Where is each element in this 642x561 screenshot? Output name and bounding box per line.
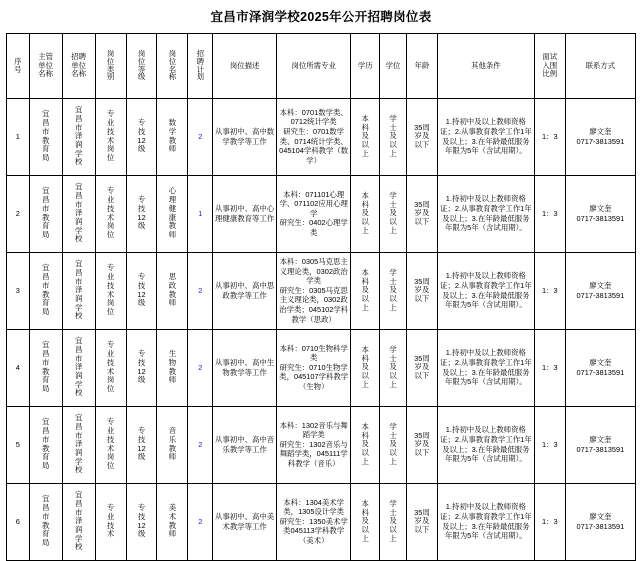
cell-desc: 从事初中、高中音乐教学等工作 (213, 406, 277, 483)
cell-degree: 学士及以上 (380, 483, 407, 560)
table-row (7, 252, 636, 329)
cell-unit: 宜昌市教育局 (29, 98, 62, 175)
cell-age: 35周岁及以下 (406, 406, 437, 483)
header-age (406, 33, 437, 98)
header-school-label: 招聘单位名称 (71, 52, 87, 78)
header-degree-label: 学位 (385, 60, 401, 70)
cell-post-level: 专技12级 (126, 483, 157, 560)
contact-name: 廖文奎 (589, 127, 612, 136)
header-post-level (126, 33, 157, 98)
cell-major: 本科：0710生物科学类 研究生：0710生物学类，045107学科教学（生物） (277, 329, 351, 406)
contact-phone: 0717-3813591 (576, 290, 625, 300)
cell-no: 4 (7, 329, 30, 406)
cell-post-type: 专业技术岗位 (95, 329, 126, 406)
cell-degree: 学士及以上 (380, 252, 407, 329)
cell-school: 宜昌市泽润学校 (62, 175, 95, 252)
cell-school: 宜昌市泽润学校 (62, 252, 95, 329)
cell-desc: 从事初中、高中思政教学等工作 (213, 252, 277, 329)
cell-plan: 2 (188, 483, 213, 560)
cell-plan: 2 (188, 252, 213, 329)
header-plan (188, 33, 213, 98)
cell-ratio: 1：3 (534, 406, 565, 483)
contact-name: 廖文奎 (589, 435, 612, 444)
cell-post-level: 专技12级 (126, 252, 157, 329)
cell-ratio: 1：3 (534, 329, 565, 406)
cell-education: 本科及以上 (351, 483, 380, 560)
cell-ratio: 1：3 (534, 98, 565, 175)
page-title: 宜昌市泽润学校2025年公开招聘岗位表 (210, 10, 432, 24)
cell-no: 3 (7, 252, 30, 329)
cell-unit: 宜昌市教育局 (29, 406, 62, 483)
cell-contact (565, 252, 635, 329)
cell-desc: 从事初中、高中数学教学等工作 (213, 98, 277, 175)
cell-desc: 从事初中、高中美术教学等工作 (213, 483, 277, 560)
cell-other: 1.持初中及以上教师资格证；2.从事教育教学工作1年及以上；3.在年龄最低服务年限为5年（含试用期）。 (437, 329, 534, 406)
table-row (7, 98, 636, 175)
header-no-label: 序号 (14, 56, 22, 74)
header-desc-label: 岗位描述 (229, 60, 260, 70)
cell-other: 1.持初中及以上教师资格证；2.从事教育教学工作1年及以上；3.在年龄最低服务年限为5年（含试用期）。 (437, 175, 534, 252)
header-post-type (95, 33, 126, 98)
cell-no: 1 (7, 98, 30, 175)
cell-post-type: 专业技术岗位 (95, 98, 126, 175)
cell-other: 1.持初中及以上教师资格证；2.从事教育教学工作1年及以上；3.在年龄最低服务年限为5年（含试用期）。 (437, 483, 534, 560)
cell-unit: 宜昌市教育局 (29, 329, 62, 406)
cell-other: 1.持初中及以上教师资格证；2.从事教育教学工作1年及以上；3.在年龄最低服务年限为5年（含试用期）。 (437, 98, 534, 175)
cell-post-type: 专业技术岗位 (95, 406, 126, 483)
cell-desc: 从事初中、高中生物教学等工作 (213, 329, 277, 406)
header-unit-label: 主管单位名称 (38, 52, 54, 78)
contact-phone: 0717-3813591 (576, 213, 625, 223)
cell-education: 本科及以上 (351, 406, 380, 483)
cell-school: 宜昌市泽润学校 (62, 98, 95, 175)
cell-degree: 学士及以上 (380, 98, 407, 175)
header-post-name (157, 33, 188, 98)
contact-name: 廖文奎 (589, 358, 612, 367)
table-header-row (7, 33, 636, 98)
cell-plan: 2 (188, 406, 213, 483)
header-contact (565, 33, 635, 98)
cell-other: 1.持初中及以上教师资格证；2.从事教育教学工作1年及以上；3.在年龄最低服务年限为5年（含试用期）。 (437, 406, 534, 483)
cell-school: 宜昌市泽润学校 (62, 329, 95, 406)
cell-education: 本科及以上 (351, 252, 380, 329)
contact-phone: 0717-3813591 (576, 444, 625, 454)
cell-degree: 学士及以上 (380, 406, 407, 483)
cell-post-type: 专业技术岗位 (95, 252, 126, 329)
header-school (62, 33, 95, 98)
cell-post-level: 专技12级 (126, 329, 157, 406)
cell-post-name: 数学教师 (157, 98, 188, 175)
cell-major: 本科：0701数学类、0712统计学类 研究生：0701数学类、0714统计学类、045104学科教学（数学） (277, 98, 351, 175)
header-no (7, 33, 30, 98)
cell-major: 本科：0305马克思主义理论类，0302政治学类 研究生：0305马克思主义理论类，0302政治学类；045102学科教学（思政） (277, 252, 351, 329)
cell-post-type: 专业技术岗位 (95, 175, 126, 252)
cell-post-level: 专技12级 (126, 175, 157, 252)
header-unit (29, 33, 62, 98)
cell-post-type: 专业技术 (95, 483, 126, 560)
cell-post-level: 专技12级 (126, 98, 157, 175)
cell-degree: 学士及以上 (380, 329, 407, 406)
table-row (7, 406, 636, 483)
contact-name: 廖文奎 (589, 204, 612, 213)
header-ratio-label: 面试入围比例 (542, 52, 558, 78)
cell-contact (565, 175, 635, 252)
header-plan-label: 招聘计划 (196, 49, 204, 82)
cell-plan: 2 (188, 329, 213, 406)
cell-education: 本科及以上 (351, 329, 380, 406)
cell-contact (565, 406, 635, 483)
table-row (7, 175, 636, 252)
header-education-label: 学历 (357, 60, 373, 70)
cell-no: 6 (7, 483, 30, 560)
header-other-label: 其他条件 (471, 60, 501, 70)
table-body (7, 98, 636, 560)
header-education (351, 33, 380, 98)
contact-phone: 0717-3813591 (576, 367, 625, 377)
cell-desc: 从事初中、高中心理健康教育等工作 (213, 175, 277, 252)
cell-school: 宜昌市泽润学校 (62, 483, 95, 560)
header-post-name-label: 岗位名称 (168, 49, 177, 82)
cell-contact (565, 98, 635, 175)
cell-other: 1.持初中及以上教师资格证；2.从事教育教学工作1年及以上；3.在年龄最低服务年限为5年（含试用期）。 (437, 252, 534, 329)
header-post-level-label: 岗位等级 (137, 49, 146, 82)
cell-age: 35周岁及以下 (406, 483, 437, 560)
cell-unit: 宜昌市教育局 (29, 252, 62, 329)
cell-major: 本科：1302音乐与舞蹈学类 研究生：1302音乐与舞蹈学类，045111学科教学（音乐） (277, 406, 351, 483)
cell-ratio: 1：3 (534, 252, 565, 329)
header-major-label: 岗位所需专业 (291, 60, 336, 70)
cell-ratio: 1：3 (534, 175, 565, 252)
cell-education: 本科及以上 (351, 98, 380, 175)
header-age-label: 年龄 (414, 60, 430, 70)
cell-degree: 学士及以上 (380, 175, 407, 252)
cell-major: 本科：1304美术学类，1305设计学类 研究生：1350美术学类045113学科教学（美术） (277, 483, 351, 560)
cell-unit: 宜昌市教育局 (29, 483, 62, 560)
header-post-type-label: 岗位类别 (106, 49, 115, 82)
cell-age: 35周岁及以下 (406, 98, 437, 175)
cell-contact (565, 483, 635, 560)
cell-major: 本科：071101心理学、071102应用心理学 研究生：0402心理学类 (277, 175, 351, 252)
recruitment-table (6, 33, 636, 561)
contact-name: 廖文奎 (589, 281, 612, 290)
header-ratio (534, 33, 565, 98)
cell-plan: 2 (188, 98, 213, 175)
contact-phone: 0717-3813591 (576, 136, 625, 146)
header-contact-label: 联系方式 (585, 60, 616, 70)
header-desc (213, 33, 277, 98)
table-row (7, 329, 636, 406)
cell-school: 宜昌市泽润学校 (62, 406, 95, 483)
cell-no: 2 (7, 175, 30, 252)
cell-education: 本科及以上 (351, 175, 380, 252)
cell-ratio: 1：3 (534, 483, 565, 560)
cell-post-name: 美术教师 (157, 483, 188, 560)
cell-post-name: 音乐教师 (157, 406, 188, 483)
cell-age: 35周岁及以下 (406, 329, 437, 406)
cell-post-name: 心理健康教师 (157, 175, 188, 252)
header-other (437, 33, 534, 98)
cell-post-name: 思政教师 (157, 252, 188, 329)
cell-unit: 宜昌市教育局 (29, 175, 62, 252)
cell-age: 35周岁及以下 (406, 175, 437, 252)
cell-no: 5 (7, 406, 30, 483)
cell-post-name: 生物教师 (157, 329, 188, 406)
header-degree (380, 33, 407, 98)
header-major (277, 33, 351, 98)
cell-age: 35周岁及以下 (406, 252, 437, 329)
cell-contact (565, 329, 635, 406)
table-row (7, 483, 636, 560)
contact-phone: 0717-3813591 (576, 521, 625, 531)
contact-name: 廖文奎 (589, 512, 612, 521)
cell-post-level: 专技12级 (126, 406, 157, 483)
cell-plan: 1 (188, 175, 213, 252)
